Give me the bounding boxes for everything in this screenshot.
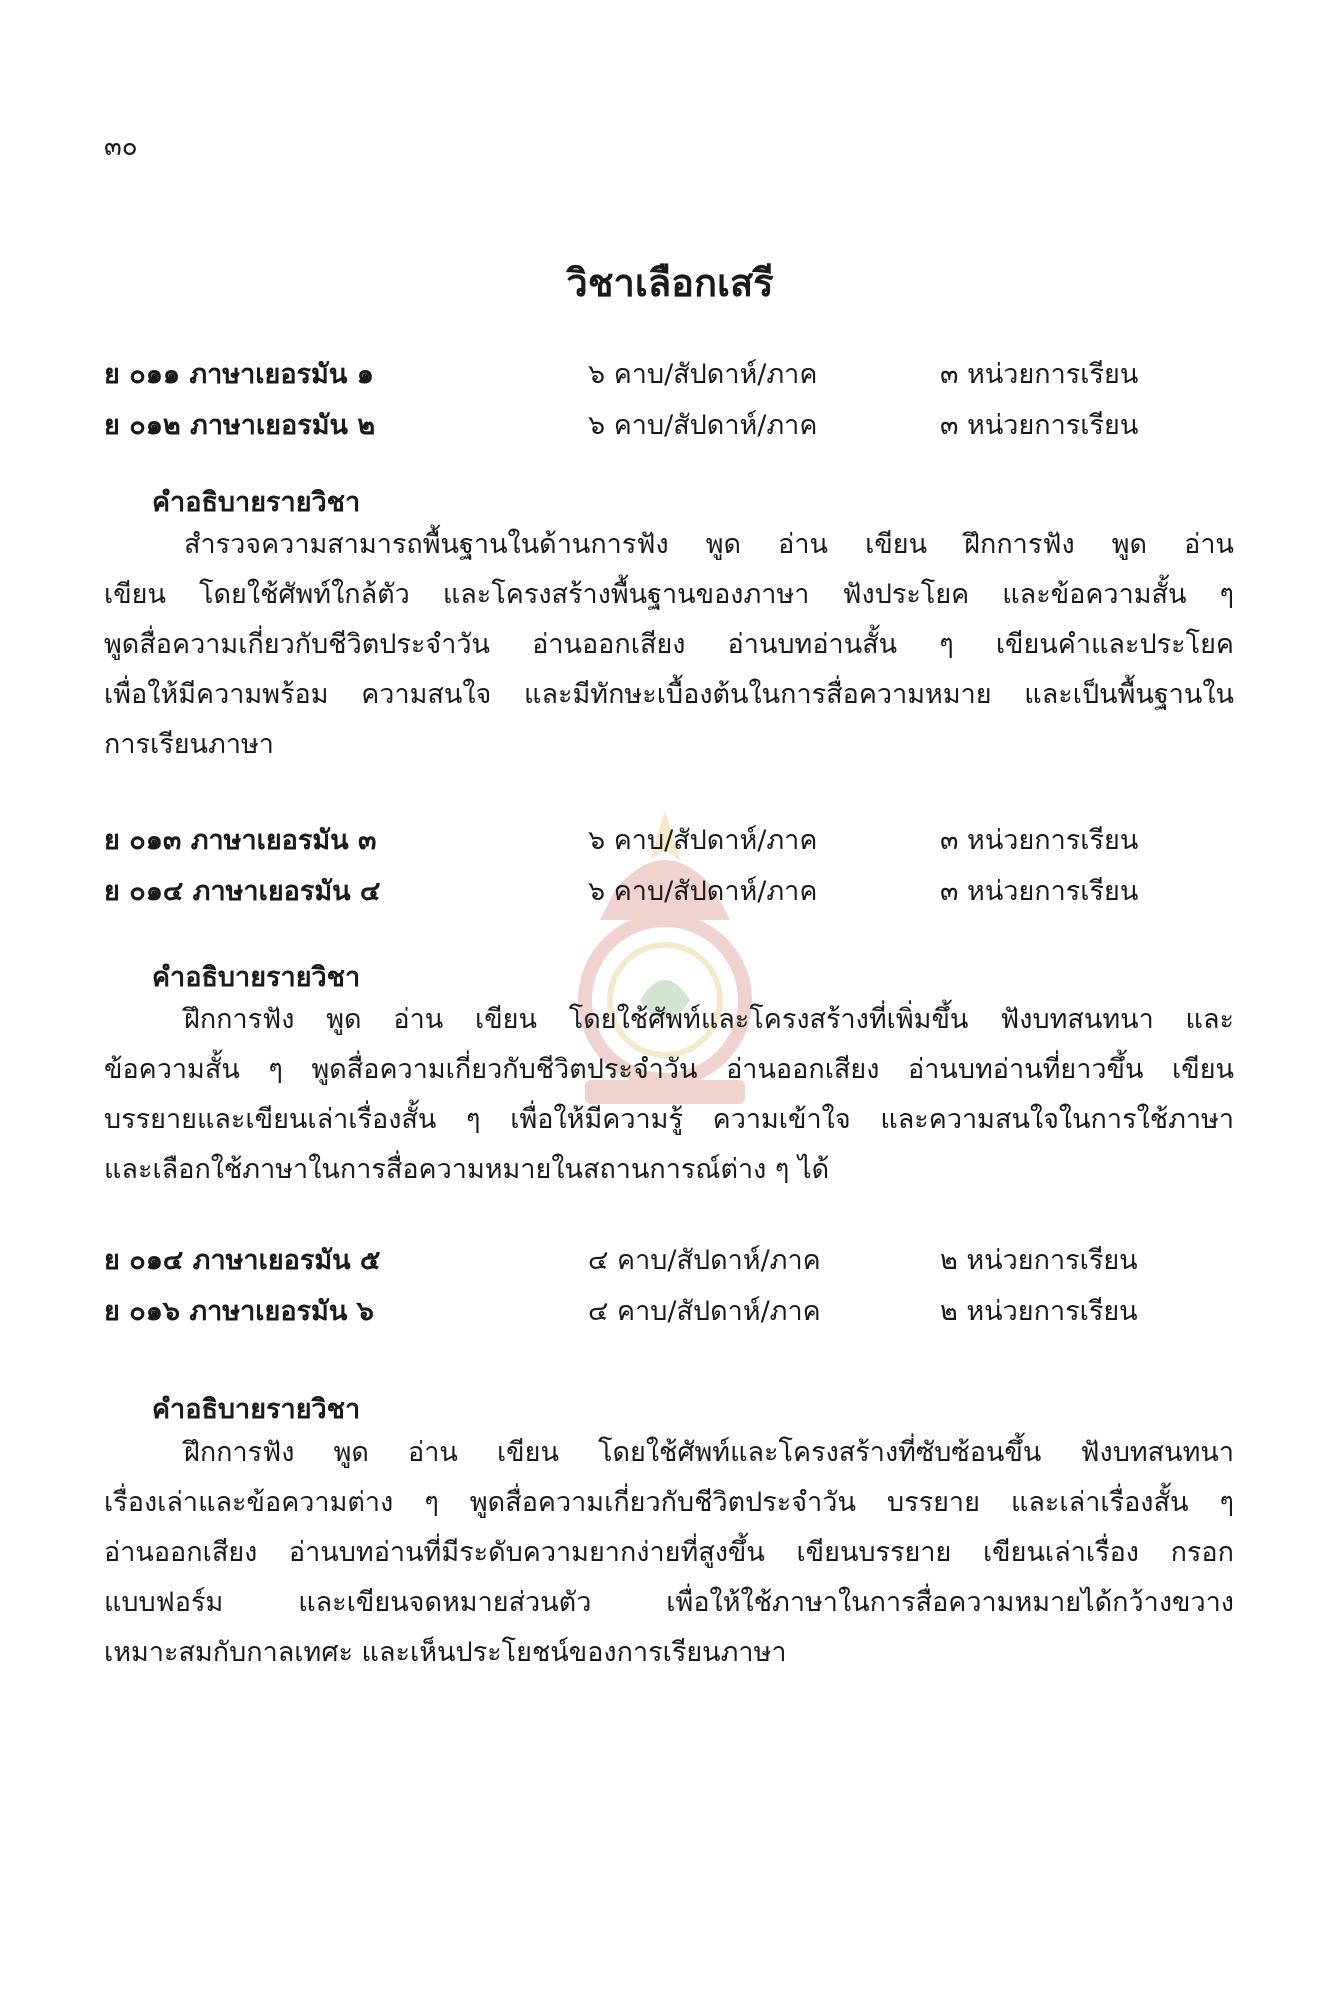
description-line: เหมาะสมกับกาลเทศะ และเห็นประโยชน์ของการเรียนภาษา (104, 1637, 787, 1668)
course-description (104, 995, 1234, 1195)
page-title: วิชาเลือกเสรี (566, 261, 774, 305)
course-description (104, 520, 1234, 770)
course-row (104, 869, 1244, 915)
course-code: ย ๐๑๑ ภาษาเยอรมัน ๑ (104, 359, 374, 390)
course-code: ย ๐๑๒ ภาษาเยอรมัน ๒ (104, 410, 376, 441)
course-credits: ๓ หน่วยการเรียน (940, 825, 1139, 856)
course-row (104, 1289, 1244, 1335)
course-code: ย ๐๑๔ ภาษาเยอรมัน ๕ (104, 1245, 381, 1276)
page-number: ๓๐ (104, 132, 138, 162)
description-line: พูดสื่อความเกี่ยวกับชีวิตประจำวัน อ่านออกเสียง อ่านบทอ่านสั้น ๆ เขียนคำและประโยค (104, 629, 1234, 660)
course-hours: ๔ คาบ/สัปดาห์/ภาค (588, 1245, 821, 1276)
course-row (104, 403, 1244, 449)
description-line: สำรวจความสามารถพื้นฐานในด้านการฟัง พูด อ่าน เขียน ฝึกการฟัง พูด อ่าน (184, 529, 1234, 560)
description-line: บรรยายและเขียนเล่าเรื่องสั้น ๆ เพื่อให้มีความรู้ ความเข้าใจ และความสนใจในการใช้ภาษา (104, 1104, 1234, 1135)
section-heading: คำอธิบายรายวิชา (152, 487, 361, 518)
course-code: ย ๐๑๓ ภาษาเยอรมัน ๓ (104, 825, 377, 856)
description-line: ฝึกการฟัง พูด อ่าน เขียน โดยใช้ศัพท์และโครงสร้างที่ซับซ้อนขึ้น ฟังบทสนทนา (184, 1437, 1234, 1468)
course-credits: ๓ หน่วยการเรียน (940, 410, 1139, 441)
course-hours: ๔ คาบ/สัปดาห์/ภาค (588, 1296, 821, 1327)
description-line: และเลือกใช้ภาษาในการสื่อความหมายในสถานการณ์ต่าง ๆ ได้ (104, 1154, 830, 1185)
description-line: เพื่อให้มีความพร้อม ความสนใจ และมีทักษะเบื้องต้นในการสื่อความหมาย และเป็นพื้นฐานใน (104, 679, 1234, 710)
description-line: เขียน โดยใช้ศัพท์ใกล้ตัว และโครงสร้างพื้นฐานของภาษา ฟังประโยค และข้อความสั้น ๆ (104, 579, 1234, 610)
course-credits: ๒ หน่วยการเรียน (940, 1245, 1138, 1276)
course-description (104, 1428, 1234, 1678)
course-hours: ๖ คาบ/สัปดาห์/ภาค (588, 876, 818, 907)
description-line: เรื่องเล่าและข้อความต่าง ๆ พูดสื่อความเกี่ยวกับชีวิตประจำวัน บรรยาย และเล่าเรื่องสั้น ๆ (104, 1487, 1234, 1518)
course-row (104, 352, 1244, 398)
section-heading: คำอธิบายรายวิชา (152, 1394, 361, 1425)
description-line: การเรียนภาษา (104, 729, 274, 760)
section-heading: คำอธิบายรายวิชา (152, 962, 361, 993)
course-credits: ๓ หน่วยการเรียน (940, 359, 1139, 390)
course-code: ย ๐๑๔ ภาษาเยอรมัน ๔ (104, 876, 381, 907)
course-code: ย ๐๑๖ ภาษาเยอรมัน ๖ (104, 1296, 374, 1327)
description-line: ข้อความสั้น ๆ พูดสื่อความเกี่ยวกับชีวิตประจำวัน อ่านออกเสียง อ่านบทอ่านที่ยาวขึ้น เขียน (104, 1054, 1234, 1085)
description-line: ฝึกการฟัง พูด อ่าน เขียน โดยใช้ศัพท์และโครงสร้างที่เพิ่มขึ้น ฟังบทสนทนา และ (184, 1004, 1234, 1035)
course-credits: ๓ หน่วยการเรียน (940, 876, 1139, 907)
description-line: แบบฟอร์ม และเขียนจดหมายส่วนตัว เพื่อให้ใช้ภาษาในการสื่อความหมายได้กว้างขวาง (104, 1587, 1234, 1618)
description-line: อ่านออกเสียง อ่านบทอ่านที่มีระดับความยากง่ายที่สูงขึ้น เขียนบรรยาย เขียนเล่าเรื่อง กรอก (104, 1537, 1234, 1568)
course-hours: ๖ คาบ/สัปดาห์/ภาค (588, 825, 818, 856)
course-row (104, 1238, 1244, 1284)
course-hours: ๖ คาบ/สัปดาห์/ภาค (588, 410, 818, 441)
course-row (104, 818, 1244, 864)
course-hours: ๖ คาบ/สัปดาห์/ภาค (588, 359, 818, 390)
course-credits: ๒ หน่วยการเรียน (940, 1296, 1138, 1327)
